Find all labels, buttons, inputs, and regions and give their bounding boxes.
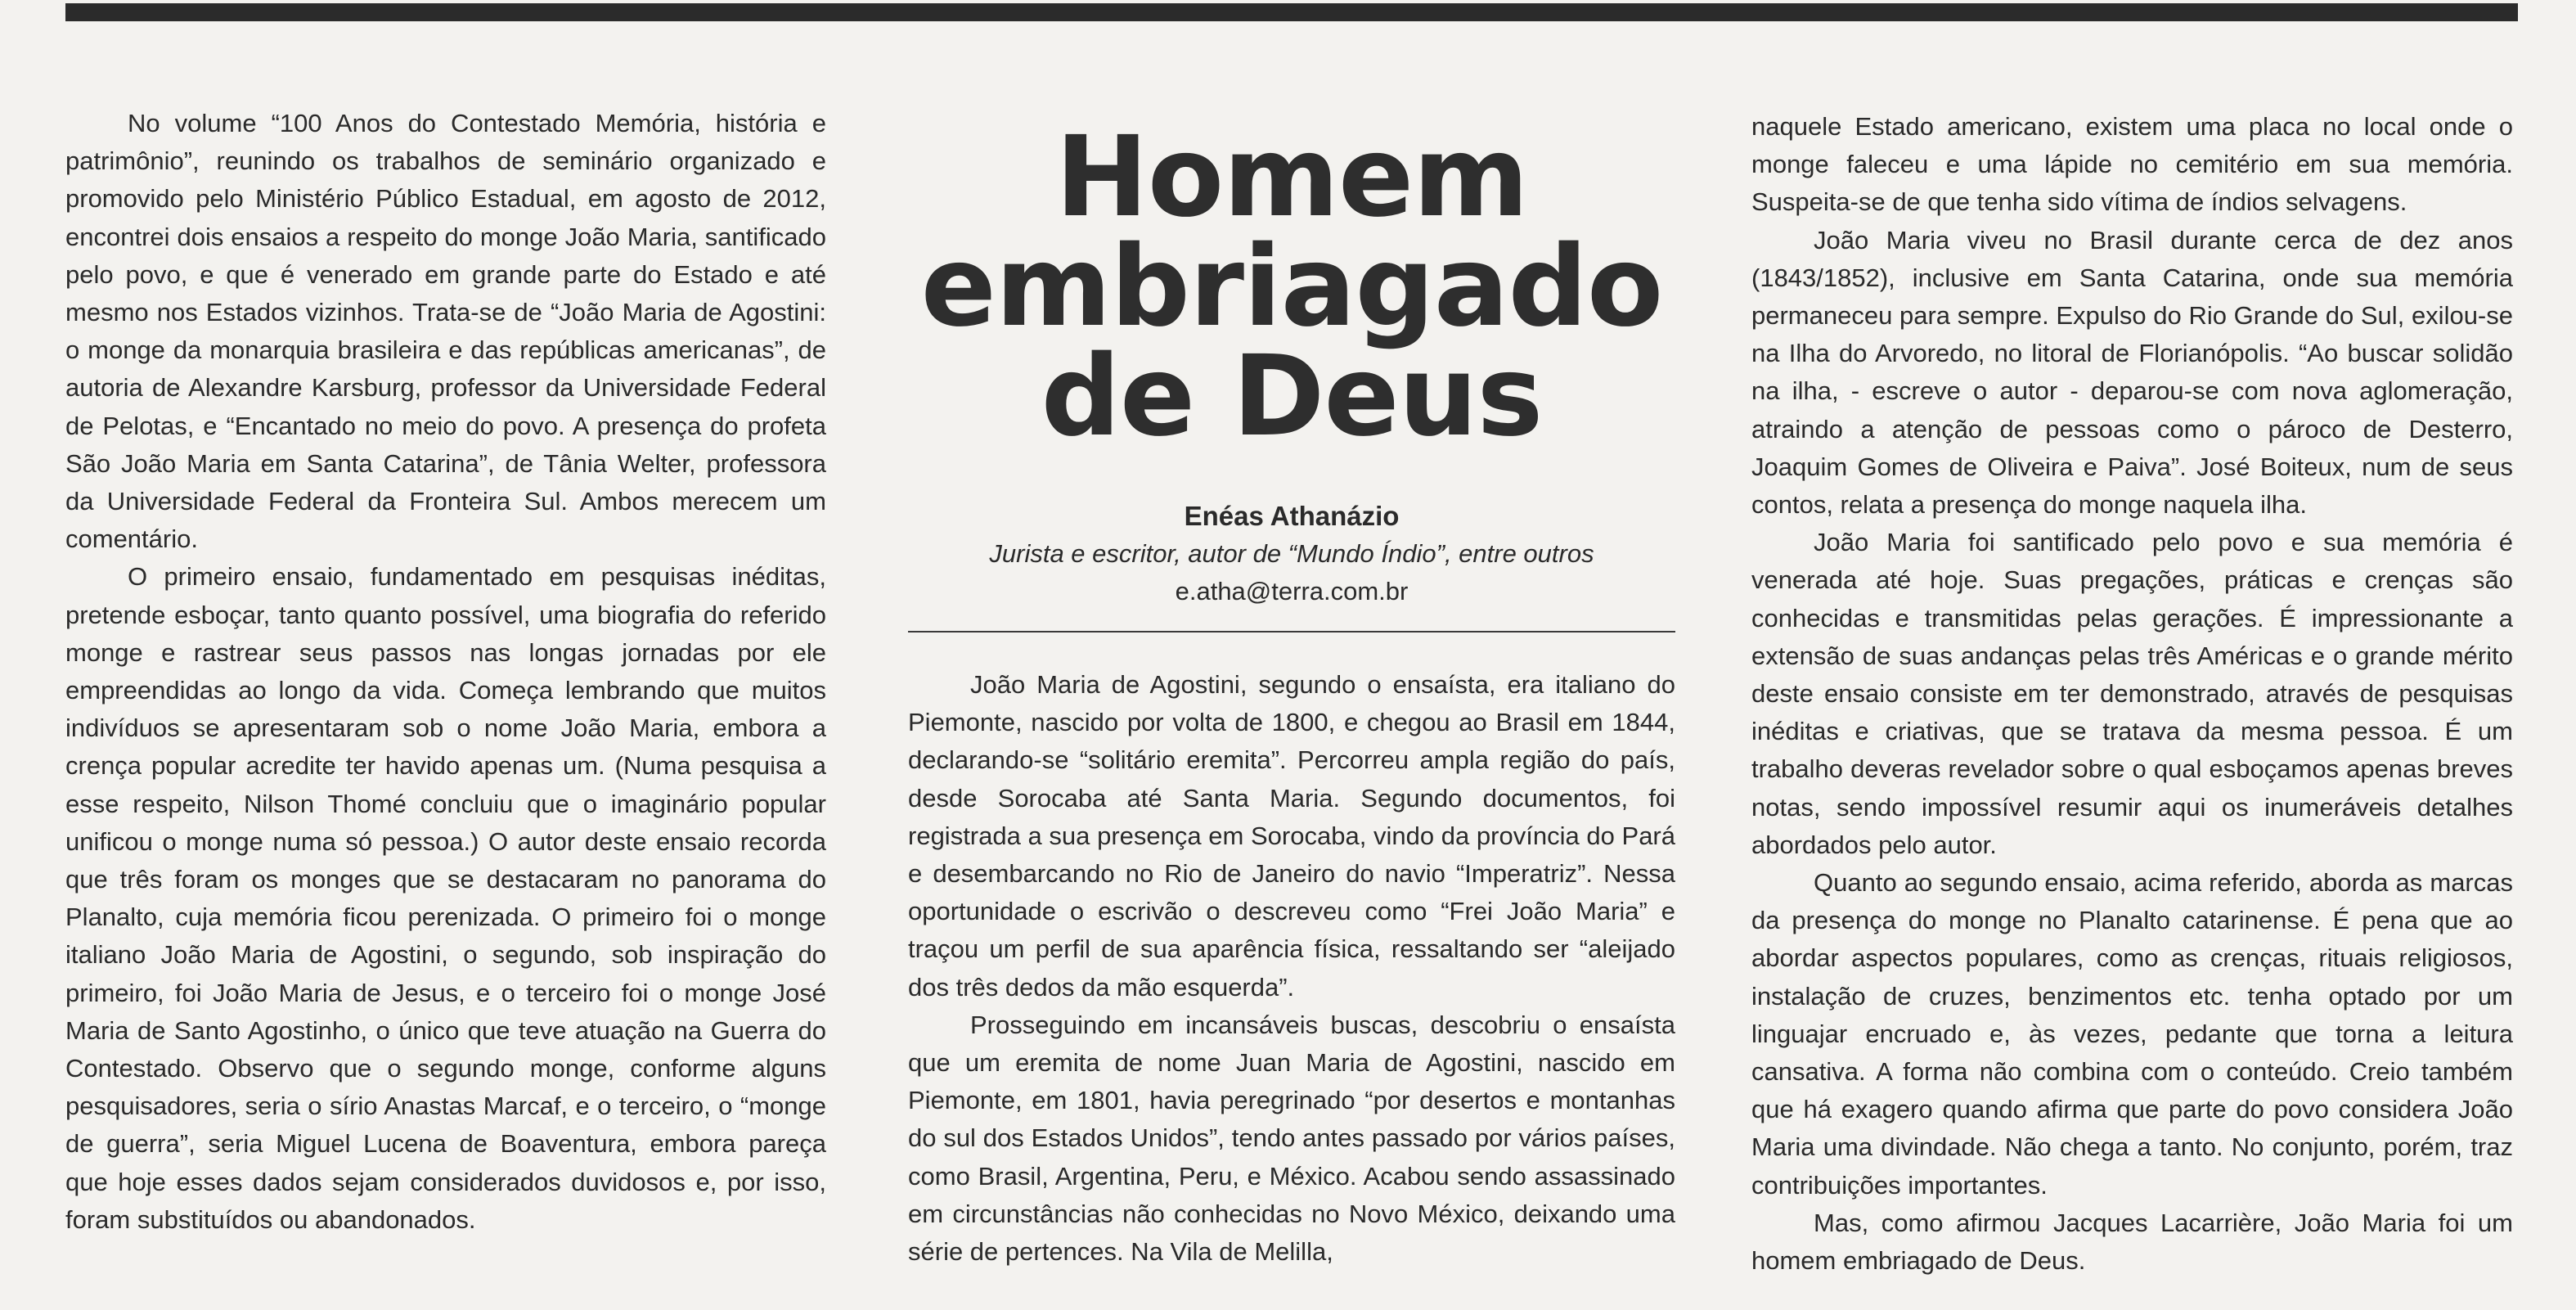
- paragraph: Prosseguindo em incansáveis buscas, descobriu o ensaísta que um eremita de nome Juan Maria de Agostini, nascido em Piemonte, em 1801, havia peregrinado “por desertos e montanhas do sul dos Estados Unidos”, tendo antes passado por vários países, como Brasil, Argentina, Peru, e México. Acabou sendo assassinado em circunstâncias não conhecidas no Novo México, deixando uma série de pertences. Na Vila de Melilla,: [908, 1010, 1675, 1267]
- paragraph: No volume “100 Anos do Contestado Memória, história e patrimônio”, reunindo os trabalhos de seminário organizado e promovido pelo Ministério Público Estadual, em agosto de 2012, encontrei dois ensaios a respeito do monge João Maria, santificado pelo povo, e que é venerado em grande parte do Estado e até mesmo nos Estados vizinhos. Trata-se de “João Maria de Agostini: o monge da monarquia brasileira e das repúblicas americanas”, de autoria de Alexandre Karsburg, professor da Universidade Federal de Pelotas, e “Encantado no meio do povo. A presença do profeta São João Maria em Santa Catarina”, de Tânia Welter, professora da Universidade Federal da Fronteira Sul. Ambos merecem um comentário.: [65, 109, 826, 554]
- byline-divider: [908, 631, 1675, 632]
- paragraph: João Maria de Agostini, segundo o ensaísta, era italiano do Piemonte, nascido por volta de 1800, e chegou ao Brasil em 1844, declarando-se “solitário eremita”. Percorreu ampla região do país, desde Sorocaba até Santa Maria. Segundo documentos, foi registrada a sua presença em Sorocaba, vindo da província do Pará e desembarcando no Rio de Janeiro do navio “Imperatriz”. Nessa oportunidade o escrivão o descreveu como “Frei João Maria” e traçou um perfil de sua aparência física, ressaltando ser “aleijado dos três dedos da mão esquerda”.: [908, 670, 1675, 1002]
- byline: [908, 497, 1675, 610]
- author-email: e.atha@terra.com.br: [1175, 577, 1409, 605]
- paragraph: O primeiro ensaio, fundamentado em pesquisas inéditas, pretende esboçar, tanto quanto possível, uma biografia do referido monge e rastrear seus passos nas longas jornadas por ele empreendidas ao longo da vida. Começa lembrando que muitos indivíduos se apresentaram sob o nome João Maria, embora a crença popular acredite ter havido apenas um. (Numa pesquisa a esse respeito, Nilson Thomé concluiu que o imaginário popular unificou o monge numa só pessoa.) O autor deste ensaio recorda que três foram os monges que se destacaram no panorama do Planalto, cuja memória ficou perenizada. O primeiro foi o monge italiano João Maria de Agostini, o segundo, sob inspiração do primeiro, foi João Maria de Jesus, e o terceiro foi o monge José Maria de Santo Agostinho, o único que teve atuação na Guerra do Contestado. Observo que o segundo monge, conforme alguns pesquisadores, seria o sírio Anastas Marcaf, e o terceiro, o “monge de guerra”, seria Miguel Lucena de Boaventura, embora pareça que hoje esses dados sejam considerados duvidosos e, por isso, foram substituídos ou abandonados.: [65, 562, 826, 1234]
- paragraph: naquele Estado americano, existem uma placa no local onde o monge faleceu e uma lápide no cemitério em sua memória. Suspeita-se de que tenha sido vítima de índios selvagens.: [1751, 112, 2513, 217]
- headline: [908, 113, 1675, 461]
- paragraph: João Maria viveu no Brasil durante cerca de dez anos (1843/1852), inclusive em Santa Catarina, onde sua memória permaneceu para sempre. Expulso do Rio Grande do Sul, exilou-se na Ilha do Arvoredo, no litoral de Florianópolis. “Ao buscar solidão na ilha, - escreve o autor - deparou-se com nova aglomeração, atraindo a atenção de pessoas como o pároco de Desterro, Joaquim Gomes de Oliveira e Paiva”. José Boiteux, num de seus contos, relata a presença do monge naquela ilha.: [1751, 225, 2513, 520]
- left-column: [65, 105, 826, 1239]
- paragraph: Quanto ao segundo ensaio, acima referido, aborda as marcas da presença do monge no Planalto catarinense. É pena que ao abordar aspectos populares, como as crenças, rituais religiosos, instalação de cruzes, benzimentos etc. tenha optado por um linguajar encruado e, às vezes, pedante que torna a leitura cansativa. A forma não combina com o conteúdo. Creio também que há exagero quando afirma que parte do povo considera João Maria uma divindade. Não chega a tanto. No conjunto, porém, traz contribuições importantes.: [1751, 868, 2513, 1200]
- headline-line: embriagado: [920, 223, 1663, 352]
- author-description: Jurista e escritor, autor de “Mundo Índio”, entre outros: [989, 539, 1594, 568]
- center-column: [908, 666, 1675, 1271]
- paragraph: João Maria foi santificado pelo povo e sua memória é venerada até hoje. Suas pregações, práticas e crenças são conhecidas e transmitidas pelas gerações. É impressionante a extensão de suas andanças pelas três Américas e o grande mérito deste ensaio consiste em ter demonstrado, através de pesquisas inéditas e criativas, que se tratava da mesma pessoa. É um trabalho deveras revelador sobre o qual esboçamos apenas breves notas, sendo impossível resumir aqui os inumeráveis detalhes abordados pelo autor.: [1751, 528, 2513, 859]
- right-column: [1751, 108, 2513, 1280]
- author-name: Enéas Athanázio: [1184, 501, 1400, 531]
- paragraph: Mas, como afirmou Jacques Lacarrière, João Maria foi um homem embriagado de Deus.: [1751, 1208, 2513, 1276]
- top-rule: [65, 3, 2518, 21]
- headline-line: de Deus: [1041, 332, 1543, 461]
- headline-line: Homem: [1055, 113, 1528, 242]
